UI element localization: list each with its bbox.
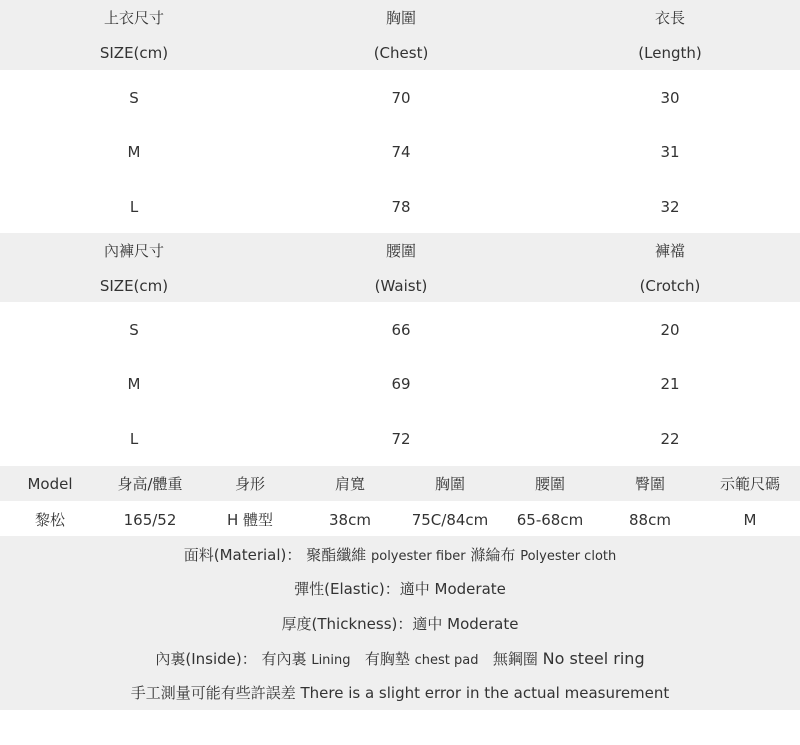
inside-en-3: No steel ring	[542, 649, 645, 668]
model-value-chest: 75C/84cm	[411, 511, 489, 529]
bottom-row-m-crotch: 21	[660, 375, 680, 393]
table-row	[0, 189, 800, 225]
model-header-body-shape: 身形	[234, 475, 265, 493]
model-value-height-weight: 165/52	[123, 511, 177, 529]
top-row-m-length: 31	[660, 143, 680, 161]
model-value-shoulder: 38cm	[329, 511, 371, 529]
model-table-header	[0, 466, 800, 501]
top-row-s-chest: 70	[391, 89, 411, 107]
material-en-2: Polyester cloth	[520, 549, 617, 564]
bottom-row-m-waist: 69	[391, 375, 411, 393]
model-value-waist: 65-68cm	[516, 511, 584, 529]
model-table-row	[0, 502, 800, 538]
model-value-body-shape: H 體型	[226, 511, 274, 529]
material-en-1: polyester fiber	[370, 549, 466, 564]
bottom-row-l-waist: 72	[391, 430, 411, 448]
elastic-note: 彈性(Elastic)：適中 Moderate	[294, 580, 506, 598]
top-header-chest-zh: 胸圍	[385, 9, 416, 27]
top-table-header	[0, 0, 800, 70]
model-header-name: Model	[27, 475, 73, 493]
bottom-table-header	[0, 233, 800, 302]
material-label: 面料(Material)：	[183, 546, 302, 564]
top-row-m-chest: 74	[391, 143, 411, 161]
top-header-length-en: (Length)	[638, 44, 702, 62]
top-row-l-size: L	[129, 198, 139, 216]
product-notes	[0, 536, 800, 710]
model-value-size-worn: M	[743, 511, 757, 529]
table-row	[0, 366, 800, 402]
bottom-header-size-en: SIZE(cm)	[99, 277, 169, 295]
top-header-length-zh: 衣長	[654, 9, 685, 27]
inside-zh-3: 無鋼圈	[492, 650, 538, 668]
bottom-row-s-size: S	[129, 321, 139, 339]
material-zh-2: 滌綸布	[470, 546, 516, 564]
table-row	[0, 80, 800, 116]
top-row-l-chest: 78	[391, 198, 411, 216]
bottom-row-s-crotch: 20	[660, 321, 680, 339]
top-row-m-size: M	[127, 143, 141, 161]
bottom-row-l-crotch: 22	[660, 430, 680, 448]
bottom-row-l-size: L	[129, 430, 139, 448]
bottom-header-crotch-en: (Crotch)	[639, 277, 701, 295]
table-row	[0, 134, 800, 170]
table-row	[0, 421, 800, 457]
bottom-row-s-waist: 66	[391, 321, 411, 339]
model-header-waist: 腰圍	[534, 475, 565, 493]
model-header-chest: 胸圍	[434, 475, 465, 493]
model-value-name: 黎松	[34, 511, 65, 529]
inside-zh-1: 有內裏	[261, 650, 307, 668]
bottom-header-crotch-zh: 褲襠	[654, 242, 685, 260]
bottom-row-m-size: M	[127, 375, 141, 393]
top-row-s-length: 30	[660, 89, 680, 107]
top-row-s-size: S	[129, 89, 139, 107]
inside-label: 內裏(Inside)：	[155, 650, 257, 668]
measurement-error-note: 手工測量可能有些許誤差 There is a slight error in the actual measurement	[130, 684, 670, 702]
top-header-size-zh: 上衣尺寸	[103, 9, 164, 27]
table-row	[0, 312, 800, 348]
top-header-size-en: SIZE(cm)	[99, 44, 169, 62]
thickness-note: 厚度(Thickness)：適中 Moderate	[281, 615, 519, 633]
inside-zh-2: 有胸墊	[364, 650, 410, 668]
bottom-header-waist-en: (Waist)	[374, 277, 428, 295]
material-note	[0, 538, 800, 574]
material-zh-1: 聚酯纖維	[306, 546, 367, 564]
bottom-header-size-zh: 內褲尺寸	[103, 242, 164, 260]
model-header-size-worn: 示範尺碼	[719, 475, 780, 493]
top-header-chest-en: (Chest)	[373, 44, 429, 62]
inside-note	[0, 642, 800, 678]
inside-en-1: Lining	[311, 653, 351, 668]
model-header-hip: 臀圍	[634, 475, 665, 493]
model-header-shoulder: 肩寬	[334, 475, 365, 493]
bottom-header-waist-zh: 腰圍	[385, 242, 416, 260]
top-row-l-length: 32	[660, 198, 680, 216]
inside-en-2: chest pad	[414, 653, 479, 668]
model-value-hip: 88cm	[629, 511, 671, 529]
model-header-height-weight: 身高/體重	[117, 475, 183, 493]
